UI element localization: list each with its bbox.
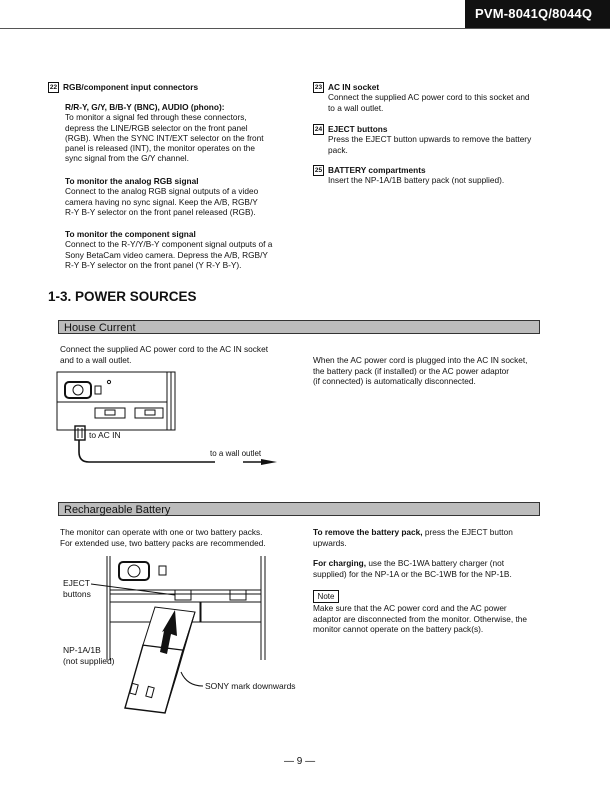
text-line: adaptor are disconnected from the monitor. Otherwise, the (313, 613, 527, 624)
text-line: To monitor a signal fed through these connectors, (65, 112, 247, 123)
rgb-sub2 (65, 176, 295, 217)
text-line: The monitor can operate with one or two battery packs. (60, 527, 263, 537)
text-line: Connect to the R-Y/Y/B-Y component signal outputs of a (65, 239, 273, 250)
text-line: When the AC power cord is plugged into the AC IN socket, (313, 355, 528, 365)
rgb-sub3 (65, 229, 295, 270)
ac-plug (75, 426, 85, 440)
battery-figure (55, 550, 305, 720)
text-line: the battery pack (if installed) or the AC power adaptor (313, 365, 510, 376)
text-line: Connect to the analog RGB signal outputs of a video (65, 186, 259, 197)
rgb-sub1-title: R/R-Y, G/Y, B/B-Y (BNC), AUDIO (phono): (65, 102, 225, 112)
item-25 (313, 165, 553, 186)
house-left-text (60, 344, 300, 365)
label-eject-1: EJECT (63, 578, 90, 588)
text-line: pack. (328, 144, 348, 155)
text-line: R-Y B-Y selector on the front panel released (RGB). (65, 206, 256, 217)
text-line: (RGB). When the SYNC INT/EXT selector on the front (65, 132, 264, 143)
arrow-icon (261, 459, 277, 465)
house-right-text (313, 355, 553, 387)
item-title: AC IN socket (328, 82, 380, 92)
battery-left-text (60, 527, 300, 548)
text-line: Sony BetaCam video camera. Depress the A/B, RGB/Y (65, 249, 268, 260)
label-wall-outlet: to a wall outlet (210, 449, 262, 458)
text-line: Connect the supplied AC power cord to this socket and (328, 92, 530, 103)
rgb-sub1 (65, 102, 295, 164)
text-line: For extended use, two battery packs are recommended. (60, 537, 266, 548)
label-eject-2: buttons (63, 589, 91, 599)
remove-rest: press the EJECT button (422, 527, 513, 537)
header-model-bar (462, 0, 610, 28)
text-line: supplied) for the NP-1A or the BC-1WB for the NP-1B. (313, 568, 512, 579)
charge-rest: use the BC-1WA battery charger (not (366, 558, 505, 568)
eject-button-right (230, 590, 246, 600)
monitor-back-panel (57, 372, 175, 430)
remove-bold: To remove the battery pack, (313, 527, 423, 537)
ac-in-socket (65, 382, 91, 398)
note-label: Note (313, 590, 339, 603)
item-number: 25 (314, 167, 323, 174)
page-number: — 9 — (284, 756, 316, 767)
battery-remove-text (313, 527, 553, 548)
note-text (313, 603, 558, 635)
label-sony-mark: SONY mark downwards (205, 681, 296, 691)
battery-bar: Rechargeable Battery (58, 502, 540, 516)
ac-in-figure (55, 366, 295, 476)
item-number: 22 (49, 84, 58, 91)
item-title: EJECT buttons (328, 124, 388, 134)
text-line: R-Y B-Y selector on the front panel (Y R-Y B-Y). (65, 259, 242, 270)
item-title: RGB/component input connectors (63, 82, 199, 92)
text-line: panel is released (INT), the monitor operates on the (65, 143, 256, 154)
house-current-bar: House Current (58, 320, 540, 334)
header-model: PVM-8041Q/8044Q (475, 6, 593, 21)
text-line: Make sure that the AC power cord and the AC power (313, 603, 507, 613)
text-line: sync signal from the G/Y channel. (65, 153, 189, 164)
text-line: to a wall outlet. (328, 102, 384, 113)
item-22 (48, 82, 298, 92)
item-number: 23 (314, 84, 323, 91)
text-line: upwards. (313, 537, 347, 548)
label-np-1: NP-1A/1B (63, 645, 101, 655)
text-line: and to a wall outlet. (60, 354, 132, 365)
text-line: Press the EJECT button upwards to remove the battery (328, 134, 532, 145)
text-line: camera having no sync signal. Keep the A/B, RGB/Y (65, 196, 258, 207)
item-title: BATTERY compartments (328, 165, 426, 175)
text-line: depress the LINE/RGB selector on the front panel (65, 122, 248, 133)
item-23 (313, 82, 553, 113)
label-to-ac-in: to AC IN (89, 430, 121, 440)
text-line: Insert the NP-1A/1B battery pack (not supplied). (328, 175, 505, 186)
text-line: monitor cannot operate on the battery pack(s). (313, 624, 484, 634)
battery-charge-text (313, 558, 553, 579)
item-number: 24 (314, 126, 323, 133)
eject-button-left (175, 590, 191, 600)
power-cord (79, 440, 215, 462)
charge-bold: For charging, (313, 558, 367, 568)
rgb-sub2-title: To monitor the analog RGB signal (65, 176, 199, 186)
section-title: 1-3. POWER SOURCES (48, 289, 197, 304)
item-24 (313, 124, 553, 155)
text-line: Connect the supplied AC power cord to the AC IN socket (60, 344, 268, 354)
battery-compartment-right (201, 602, 261, 622)
label-np-2: (not supplied) (63, 656, 115, 666)
rgb-sub3-title: To monitor the component signal (65, 229, 196, 239)
header-rule (0, 28, 610, 29)
text-line: (if connected) is automatically disconnected. (313, 376, 476, 386)
